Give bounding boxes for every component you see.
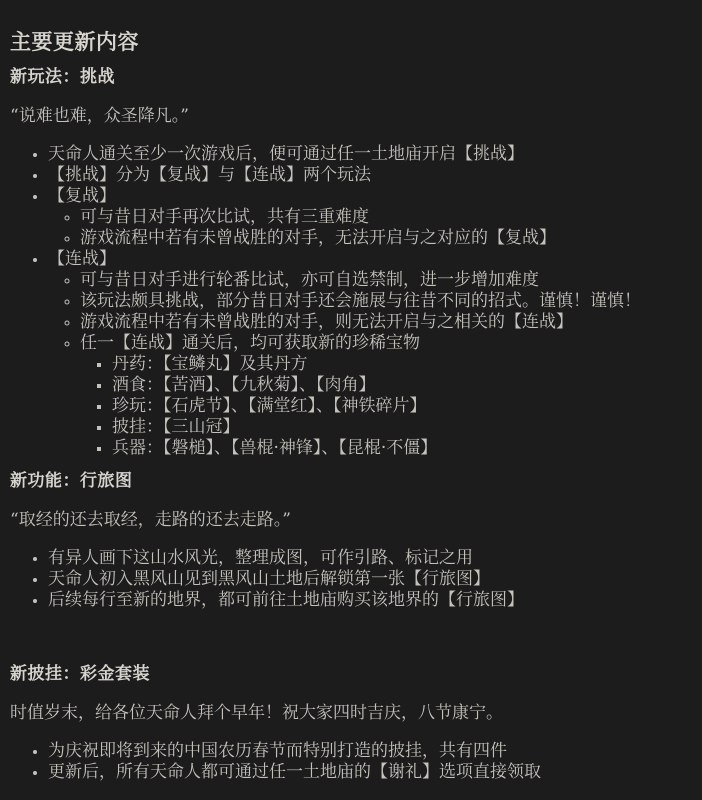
list-item [80,228,684,249]
list-item [112,417,684,438]
section-quote: “说难也难，众圣降凡。” [10,106,189,126]
list-item [48,548,684,569]
section-new-outfit [10,663,684,783]
list-item-text: 披挂：【三山冠】 [112,417,240,437]
sub-bullet-list [48,207,684,249]
list-item [112,375,684,396]
list-item-text: 天命人通关至少一次游戏后，便可通过任一土地庙开启【挑战】 [48,144,524,164]
list-item-text: 酒食：【苦酒】、【九秋菊】、【肉角】 [112,375,376,395]
bullet-list [10,144,684,459]
list-item-text: 更新后，所有天命人都可通过任一土地庙的【谢礼】选项直接领取 [48,762,541,782]
list-item-text: 可与昔日对手再次比试，共有三重难度 [80,207,369,227]
list-item-text: 游戏流程中若有未曾战胜的对手，无法开启与之对应的【复战】 [80,228,556,248]
list-item [80,270,684,291]
list-item [80,207,684,228]
list-item-text: 后续每行至新的地界，都可前往土地庙购买该地界的【行旅图】 [48,590,524,610]
section-quote: “取经的还去取经，走路的还去走路。” [10,510,291,530]
list-item [48,569,684,590]
section-heading: 新功能：行旅图 [10,471,133,491]
list-item-text: 天命人初入黑风山见到黑风山土地后解锁第一张【行旅图】 [48,569,490,589]
reward-list [80,354,684,459]
section-intro: 时值岁末，给各位天命人拜个早年！祝大家四时吉庆，八节康宁。 [10,703,503,723]
list-item-text: 【复战】 [48,186,116,206]
list-item [48,741,684,762]
list-item-text: 为庆祝即将到来的中国农历春节而特别打造的披挂，共有四件 [48,741,507,761]
list-item [112,438,684,459]
list-item-text: 游戏流程中若有未曾战胜的对手，则无法开启与之相关的【连战】 [80,312,573,332]
list-item-text: 有异人画下这山水风光，整理成图，可作引路、标记之用 [48,548,473,568]
list-item [48,165,684,186]
list-item [80,291,684,312]
list-item-text: 【连战】 [48,249,116,269]
section-new-gameplay [10,66,684,459]
bullet-list [10,548,684,611]
sub-bullet-list [48,270,684,459]
bullet-list [10,741,684,783]
list-item-text: 丹药：【宝鳞丸】及其丹方 [112,354,308,374]
list-item [112,354,684,375]
section-heading: 新玩法：挑战 [10,67,115,87]
list-item-text: 【挑战】分为【复战】与【连战】两个玩法 [48,165,371,185]
list-item [48,762,684,783]
list-item [80,333,684,459]
list-item-text: 可与昔日对手进行轮番比试，亦可自选禁制，进一步增加难度 [80,270,539,290]
section-heading: 新披挂：彩金套装 [10,664,150,684]
page-title: 主要更新内容 [10,29,139,54]
list-item [48,249,684,459]
section-new-feature [10,470,684,611]
list-item-text: 该玩法颇具挑战，部分昔日对手还会施展与往昔不同的招式。谨慎！谨慎！ [80,291,641,311]
list-item [48,590,684,611]
list-item [48,144,684,165]
list-item-text: 任一【连战】通关后，均可获取新的珍稀宝物 [80,333,420,353]
list-item [112,396,684,417]
list-item [48,186,684,249]
list-item-text: 珍玩：【石虎节】、【满堂红】、【神铁碎片】 [112,396,427,416]
list-item [80,312,684,333]
list-item-text: 兵器：【磐槌】、【兽棍·神锋】、【昆棍·不僵】 [112,438,438,458]
